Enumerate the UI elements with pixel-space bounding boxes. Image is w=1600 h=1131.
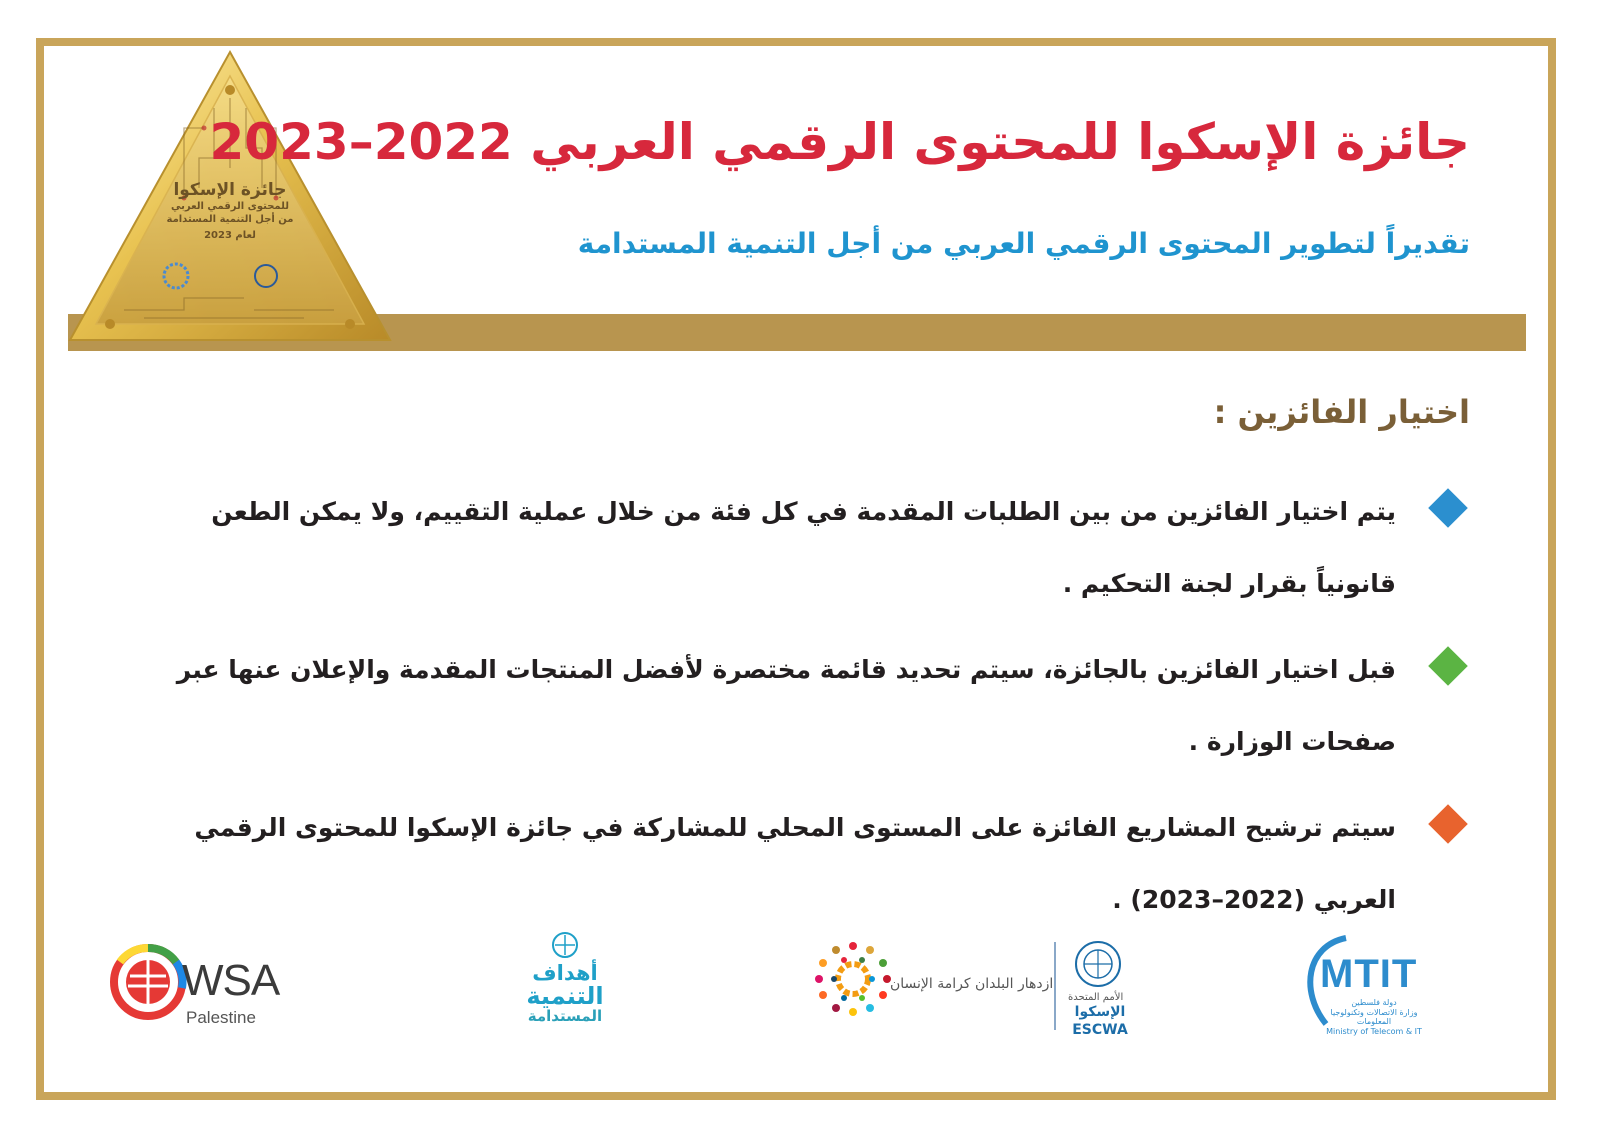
globe-icon xyxy=(108,940,188,1024)
logo-divider xyxy=(1054,942,1056,1030)
sdg-logo xyxy=(510,928,620,1038)
trophy-line-4: لعام 2023 xyxy=(204,230,256,242)
trophy-label xyxy=(160,180,300,243)
escwa-tagline: ازدهار البلدان كرامة الإنسان xyxy=(890,976,1054,992)
mtit-logo xyxy=(1296,932,1436,1042)
diamond-bullet-icon xyxy=(1428,488,1468,528)
wsa-logo xyxy=(108,938,338,1038)
list-item xyxy=(130,792,1470,936)
escwa-arabic-name: الإسكوا xyxy=(1074,1004,1126,1020)
award-trophy xyxy=(64,48,396,348)
list-item xyxy=(130,634,1470,778)
bullet-text: يتم اختيار الفائزين من بين الطلبات المقدمة في كل فئة من خلال عملية التقييم، ولا يمكن الطعن قانونياً بقرار لجنة التحكيم . xyxy=(211,497,1396,598)
trophy-line-3: من أجل التنمية المستدامة xyxy=(166,213,294,225)
sdg-line-3: المستدامة xyxy=(527,1007,603,1026)
un-emblem-icon xyxy=(550,930,580,960)
mtit-caption-line-3: Ministry of Telecom & IT xyxy=(1326,1026,1422,1036)
escwa-logo xyxy=(812,934,1142,1044)
un-emblem-icon xyxy=(1072,938,1124,990)
trophy-line-2: للمحتوى الرقمي العربي xyxy=(171,201,289,213)
mtit-caption-line-2: وزارة الاتصالات وتكنولوجيا المعلومات xyxy=(1330,1007,1418,1027)
sdg-line-1: أهداف xyxy=(532,961,598,985)
bullet-text: سيتم ترشيح المشاريع الفائزة على المستوى المحلي للمشاركة في جائزة الإسكوا للمحتوى الرقمي العربي (2022–2023) . xyxy=(194,813,1396,914)
mtit-caption xyxy=(1318,998,1430,1036)
sdg-line-2: التنمية xyxy=(526,982,604,1011)
list-item xyxy=(130,476,1470,620)
escwa-un-label: الأمم المتحدة xyxy=(1068,992,1124,1003)
partner-logos xyxy=(100,928,1440,1048)
mtit-wordmark: MTIT xyxy=(1320,952,1418,996)
sdg-wordmark xyxy=(510,962,620,1025)
diamond-bullet-icon xyxy=(1428,804,1468,844)
bullet-text: قبل اختيار الفائزين بالجائزة، سيتم تحديد قائمة مختصرة لأفضل المنتجات المقدمة والإعلان عنها عبر صفحات الوزارة . xyxy=(176,655,1396,756)
winners-bullet-list xyxy=(130,476,1470,950)
section-heading: اختيار الفائزين : xyxy=(1213,393,1470,431)
mtit-caption-line-1: دولة فلسطين xyxy=(1351,998,1397,1007)
page-subtitle: تقديراً لتطوير المحتوى الرقمي العربي من أجل التنمية المستدامة xyxy=(577,227,1470,260)
page-title: جائزة الإسكوا للمحتوى الرقمي العربي 2022–2023 xyxy=(209,113,1470,171)
wsa-subtitle: Palestine xyxy=(186,1008,256,1027)
escwa-english-name: ESCWA xyxy=(1072,1022,1128,1038)
diamond-bullet-icon xyxy=(1428,646,1468,686)
trophy-line-1: جائزة الإسكوا xyxy=(173,180,287,200)
wsa-wordmark: WSA xyxy=(182,956,280,1005)
sdg-wheel-icon xyxy=(812,938,894,1020)
